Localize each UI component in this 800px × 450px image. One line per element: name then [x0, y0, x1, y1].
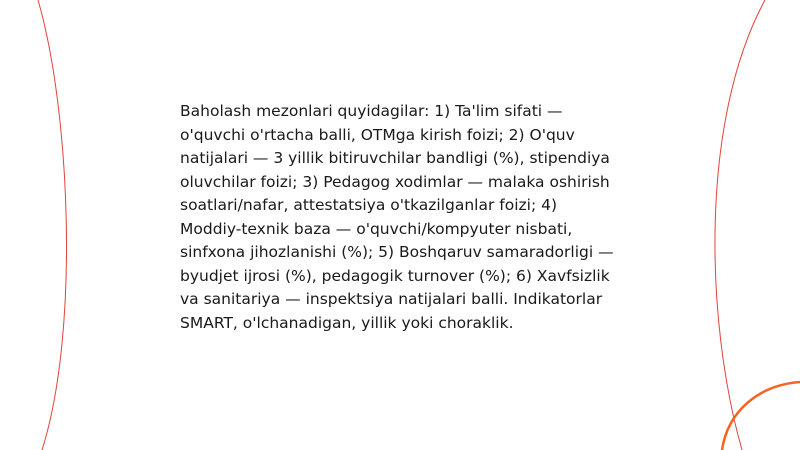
left-decorative-arc: [38, 0, 67, 450]
right-decorative-arc: [715, 0, 765, 450]
body-text: Baholash mezonlari quyidagilar: 1) Ta'lim sifati — o'quvchi o'rtacha balli, OTMga kirish foizi; 2) O'quv natijalari — 3 yillik bitiruvchilar bandligi (%), stipendiya oluvchilar foizi; 3) Pedagog xodimlar — malaka oshirish soatlari/nafar, attestatsiya o'tkazilganlar foizi; 4) Moddiy-texnik baza — o'quvchi/kompyuter nisbati, sinfxona jihozlanishi (%); 5) Boshqaruv samaradorligi — byudjet ijrosi (%), pedagogik turnover (%); 6) Xavfsizlik va sanitariya — inspektsiya natijalari balli. Indikatorlar SMART, o'lchanadigan, yillik yoki choraklik.: [180, 102, 614, 332]
